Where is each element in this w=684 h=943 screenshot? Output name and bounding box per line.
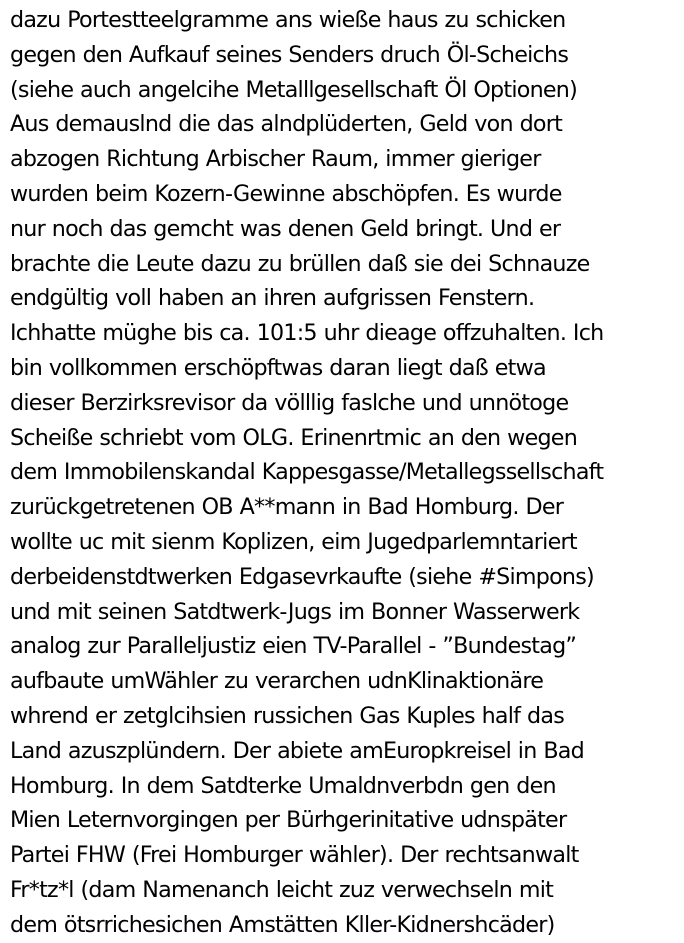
body-text bbox=[10, 3, 682, 943]
text-line: bin vollkommen erschöpftwas daran liegt daß etwa bbox=[10, 354, 546, 381]
text-line: (siehe auch angelcihe Metalllgesellschaft Öl Optionen) bbox=[10, 76, 577, 103]
text-line: derbeidenstdtwerken Edgasevrkaufte (siehe #Simpons) bbox=[10, 563, 594, 590]
text-line: endgültig voll haben an ihren aufgrissen Fenstern. bbox=[10, 285, 535, 312]
text-line: gegen den Aufkauf seines Senders druch Öl-Scheichs bbox=[10, 41, 569, 68]
text-line: dem Immobilenskandal Kappesgasse/Metallegssellschaft bbox=[10, 459, 604, 486]
text-line: aufbaute umWähler zu verarchen udnKlinaktionäre bbox=[10, 668, 544, 695]
text-line: Ichhatte müghe bis ca. 101:5 uhr dieage offzuhalten. Ich bbox=[10, 320, 604, 347]
text-line: Scheiße schriebt vom OLG. Erinenrtmic an den wegen bbox=[10, 424, 578, 451]
text-line: wollte uc mit sienm Koplizen, eim Jugedparlemntariert bbox=[10, 528, 577, 555]
text-line: whrend er zetglcihsien russichen Gas Kuples half das bbox=[10, 702, 565, 729]
text-line: nur noch das gemcht was denen Geld bringt. Und er bbox=[10, 215, 561, 242]
text-line: abzogen Richtung Arbischer Raum, immer gieriger bbox=[10, 146, 541, 173]
text-line: brachte die Leute dazu zu brüllen daß sie dei Schnauze bbox=[10, 250, 590, 277]
text-line: Fr*tz*l (dam Namenanch leicht zuz verwechseln mit bbox=[10, 876, 554, 903]
text-line: dem ötsrrichesichen Amstätten Kller-Kidnershcäder) bbox=[10, 911, 555, 938]
text-line: Mien Leternvorgingen per Bürhgerinitative udnspäter bbox=[10, 807, 567, 834]
text-line: und mit seinen Satdtwerk-Jugs im Bonner Wasserwerk bbox=[10, 598, 580, 625]
text-line: Aus demauslnd die das alndplüderten, Geld von dort bbox=[10, 111, 563, 138]
text-line: zurückgetretenen OB A**mann in Bad Homburg. Der bbox=[10, 494, 564, 521]
text-line: Partei FHW (Frei Homburger wähler). Der rechtsanwalt bbox=[10, 842, 579, 869]
text-line: dazu Portestteelgramme ans wieße haus zu schicken bbox=[10, 7, 566, 33]
text-line: wurden beim Kozern-Gewinne abschöpfen. Es wurde bbox=[10, 180, 562, 207]
text-line: Land azuszplündern. Der abiete amEuropkreisel in Bad bbox=[10, 737, 584, 764]
text-line: dieser Berzirksrevisor da völllig faslche und unnötoge bbox=[10, 389, 569, 416]
text-line: Homburg. In dem Satdterke Umaldnverbdn gen den bbox=[10, 772, 556, 799]
text-line: analog zur Paralleljustiz eien TV-Parallel - ”Bundestag” bbox=[10, 633, 577, 660]
